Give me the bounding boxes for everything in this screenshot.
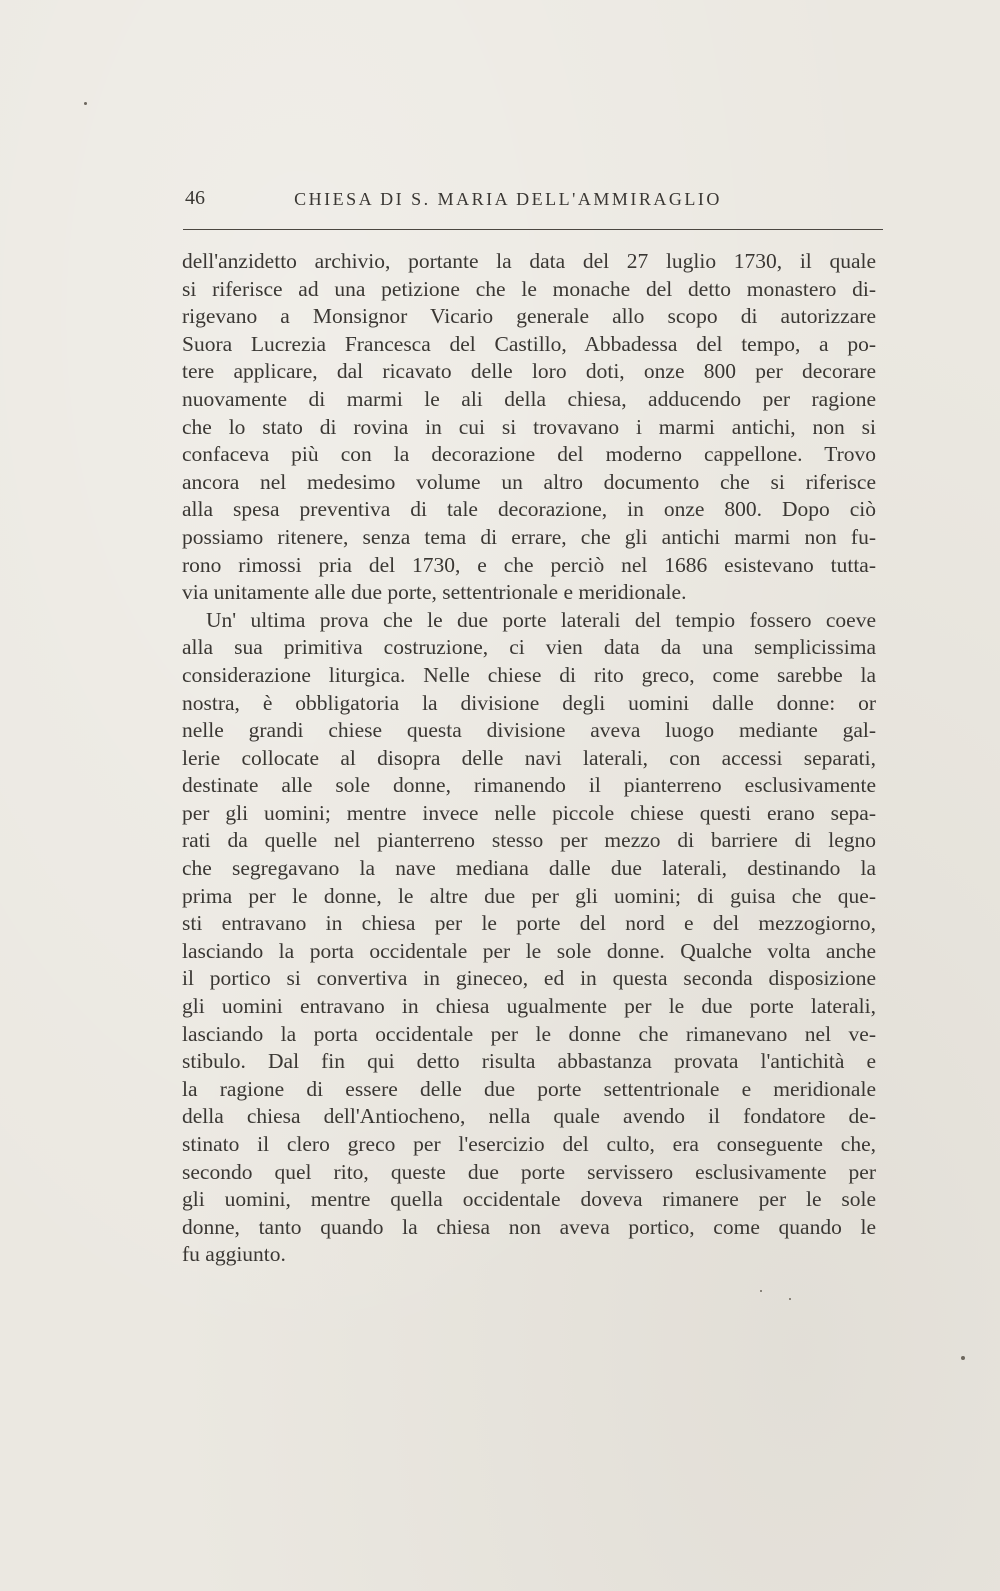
running-title: CHIESA DI S. MARIA DELL'AMMIRAGLIO xyxy=(294,189,722,209)
text-line: nelle grandi chiese questa divisione aveva luogo mediante gal- xyxy=(182,718,876,743)
running-head xyxy=(185,187,885,217)
text-line: il portico si convertiva in gineceo, ed in questa seconda disposizione xyxy=(182,966,876,991)
text-line: gli uomini, mentre quella occidentale doveva rimanere per le sole xyxy=(182,1187,876,1212)
text-line: donne, tanto quando la chiesa non aveva portico, come quando le xyxy=(182,1214,876,1239)
text-line: stibulo. Dal fin qui detto risulta abbastanza provata l'antichità e xyxy=(182,1049,876,1074)
text-line: rigevano a Monsignor Vicario generale allo scopo di autorizzare xyxy=(182,304,876,329)
text-line: nuovamente di marmi le ali della chiesa, adducendo per ragione xyxy=(182,386,876,411)
paper-speck xyxy=(789,1298,791,1300)
text-line: gli uomini entravano in chiesa ugualmente per le due porte laterali, xyxy=(182,994,876,1019)
text-line: rati da quelle nel pianterreno stesso per mezzo di barriere di legno xyxy=(182,828,876,853)
text-line: nostra, è obbligatoria la divisione degli uomini dalle donne: or xyxy=(182,690,876,715)
text-line: Un' ultima prova che le due porte laterali del tempio fossero coeve xyxy=(206,607,876,632)
text-line: alla spesa preventiva di tale decorazione, in onze 800. Dopo ciò xyxy=(182,497,876,522)
text-line: considerazione liturgica. Nelle chiese di rito greco, come sarebbe la xyxy=(182,662,876,687)
text-line: alla sua primitiva costruzione, ci vien data da una semplicissima xyxy=(182,635,876,660)
text-line: dell'anzidetto archivio, portante la data del 27 luglio 1730, il quale xyxy=(182,249,876,273)
header-rule xyxy=(183,229,883,230)
text-line: Suora Lucrezia Francesca del Castillo, Abbadessa del tempo, a po- xyxy=(182,331,876,356)
text-line: lasciando la porta occidentale per le sole donne. Qualche volta anche xyxy=(182,938,876,963)
text-line: che lo stato di rovina in cui si trovavano i marmi antichi, non si xyxy=(182,414,876,439)
text-line: secondo quel rito, queste due porte servissero esclusivamente per xyxy=(182,1159,876,1184)
text-line: della chiesa dell'Antiocheno, nella quale avendo il fondatore de- xyxy=(182,1104,876,1129)
body-text xyxy=(182,248,876,1269)
paper-speck xyxy=(961,1356,965,1360)
text-line: fu aggiunto. xyxy=(182,1242,286,1267)
text-line: si riferisce ad una petizione che le monache del detto monastero di- xyxy=(182,276,876,301)
text-line: ancora nel medesimo volume un altro documento che si riferisce xyxy=(182,469,876,494)
paper-speck xyxy=(84,102,87,105)
text-line: per gli uomini; mentre invece nelle piccole chiese questi erano sepa- xyxy=(182,800,876,825)
text-line: tere applicare, dal ricavato delle loro doti, onze 800 per decorare xyxy=(182,359,876,384)
text-line: sti entravano in chiesa per le porte del nord e del mezzogiorno, xyxy=(182,911,876,936)
text-line: la ragione di essere delle due porte settentrionale e meridionale xyxy=(182,1076,876,1101)
text-line: via unitamente alle due porte, settentrionale e meridionale. xyxy=(182,580,687,605)
text-line: lerie collocate al disopra delle navi laterali, con accessi separati, xyxy=(182,745,876,770)
text-line: destinate alle sole donne, rimanendo il pianterreno esclusivamente xyxy=(182,773,876,798)
text-line: prima per le donne, le altre due per gli uomini; di guisa che que- xyxy=(182,883,876,908)
text-line: rono rimossi pria del 1730, e che perciò nel 1686 esistevano tutta- xyxy=(182,552,876,577)
text-line: possiamo ritenere, senza tema di errare, che gli antichi marmi non fu- xyxy=(182,524,876,549)
page-number: 46 xyxy=(185,187,205,209)
text-line: che segregavano la nave mediana dalle due laterali, destinando la xyxy=(182,856,876,881)
paper-speck xyxy=(760,1290,762,1292)
text-line: stinato il clero greco per l'esercizio del culto, era conseguente che, xyxy=(182,1132,876,1156)
text-line: confaceva più con la decorazione del moderno cappellone. Trovo xyxy=(182,442,876,467)
text-line: lasciando la porta occidentale per le donne che rimanevano nel ve- xyxy=(182,1021,876,1046)
